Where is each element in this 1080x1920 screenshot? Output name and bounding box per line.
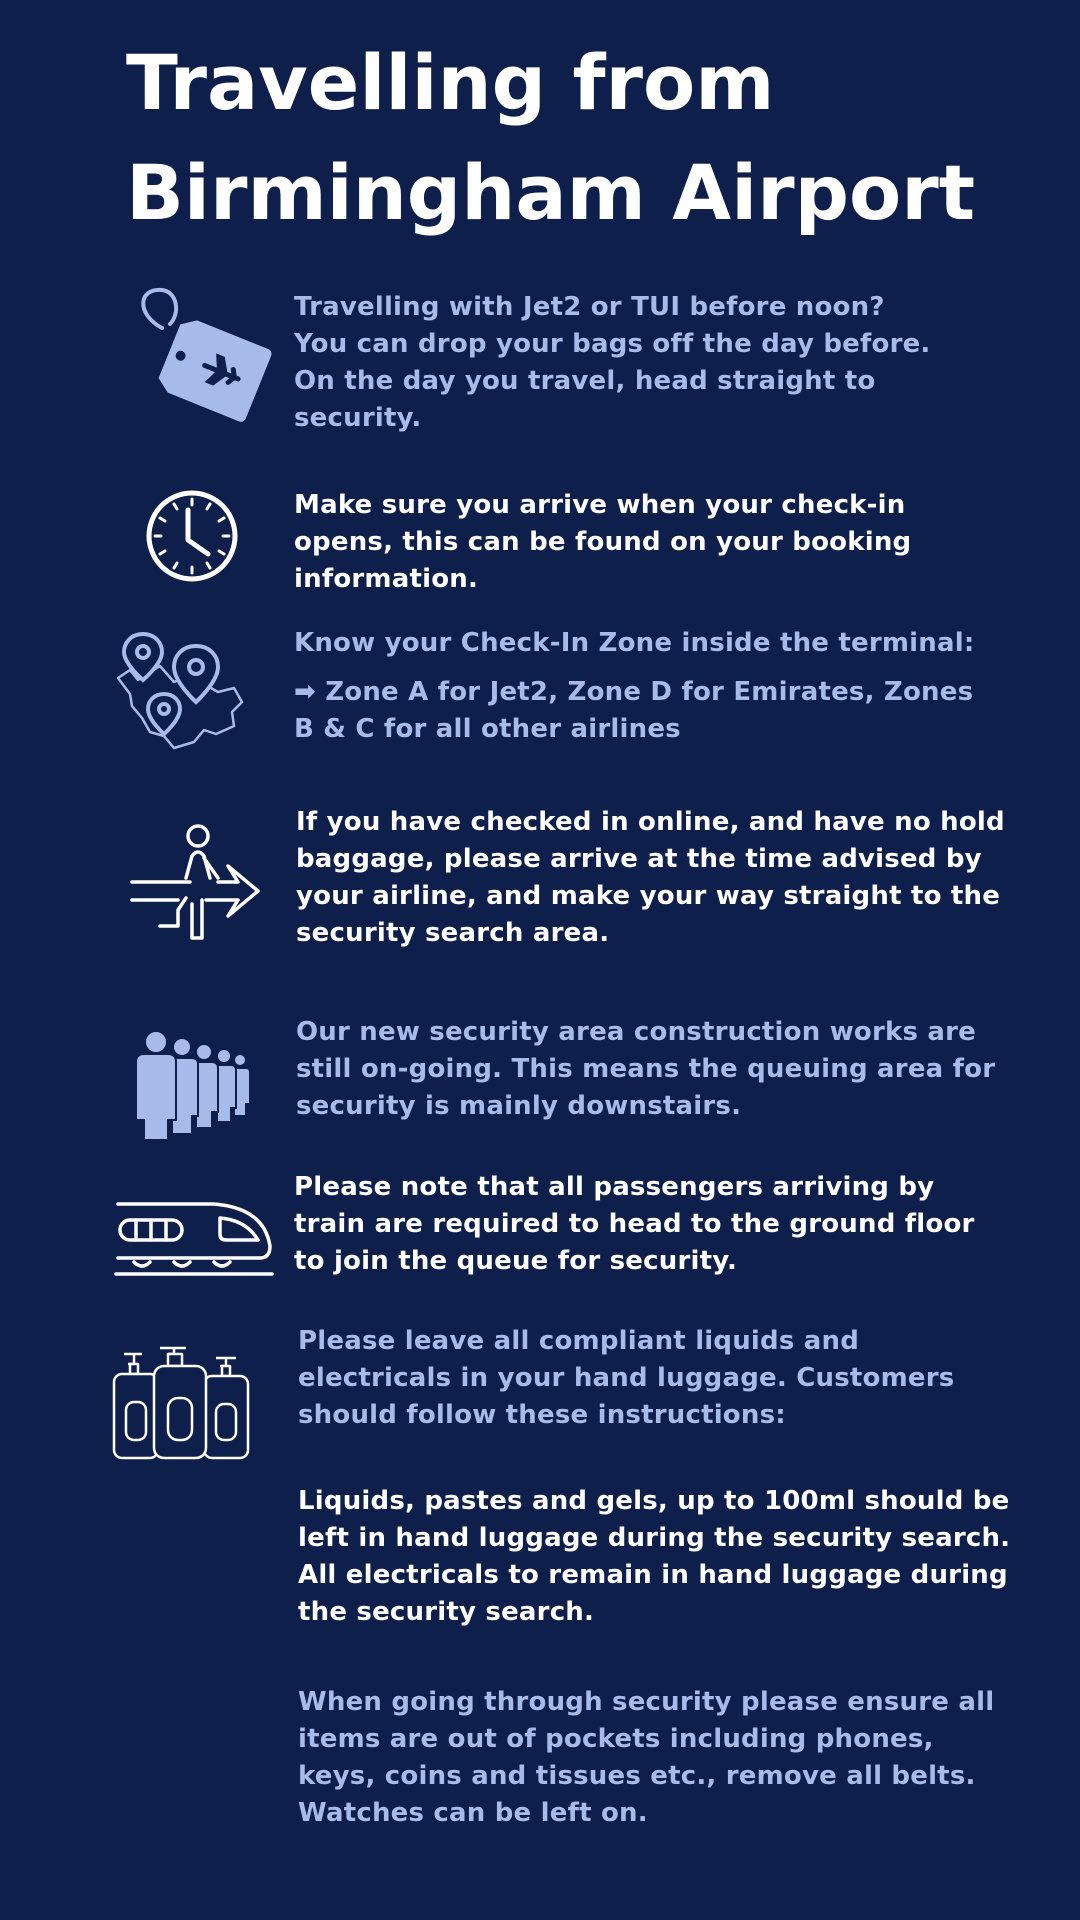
liquids-rule-text (298, 1483, 1010, 1631)
pockets-rule-text (298, 1684, 994, 1832)
item-liquids-electricals-text (298, 1323, 954, 1434)
clock-icon (144, 488, 240, 584)
item-line: items are out of pockets including phones, (298, 1724, 934, 1754)
item-line: opens, this can be found on your booking (294, 527, 912, 557)
item-line: Make sure you arrive when your check-in (294, 490, 906, 520)
item-train-passengers-text (294, 1169, 975, 1280)
item-line: train are required to head to the ground floor (294, 1209, 975, 1239)
item-line: Liquids, pastes and gels, up to 100ml should be (298, 1486, 1010, 1516)
item-line: Our new security area construction works are (296, 1017, 977, 1047)
item-line: If you have checked in online, and have no hold (296, 807, 1005, 837)
luggage-tag-icon (128, 286, 268, 416)
item-line: information. (294, 564, 479, 594)
item-line: You can drop your bags off the day before. (294, 329, 931, 359)
page-title (126, 28, 1046, 248)
item-check-in-text (294, 487, 911, 598)
item-online-check-in-text (296, 804, 1005, 952)
item-line: the security search. (298, 1597, 595, 1627)
item-bag-drop-text (294, 289, 931, 437)
item-line: Please leave all compliant liquids and (298, 1326, 860, 1356)
item-line: ➡ Zone A for Jet2, Zone D for Emirates, Zones (294, 677, 974, 707)
item-line: electricals in your hand luggage. Customers (298, 1363, 955, 1393)
item-line: security. (294, 403, 422, 433)
item-line: B & C for all other airlines (294, 714, 681, 744)
item-check-in-zone-text (294, 625, 974, 748)
page-title-line-2: Birmingham Airport (126, 148, 976, 237)
item-line: to join the queue for security. (294, 1246, 738, 1276)
item-line: still on-going. This means the queuing area for (296, 1054, 996, 1084)
map-pins-icon (108, 632, 248, 756)
page-title-line-1: Travelling from (126, 38, 775, 127)
item-line: keys, coins and tissues etc., remove all belts. (298, 1761, 976, 1791)
item-line: Know your Check-In Zone inside the terminal: (294, 628, 975, 658)
liquid-bottles-icon (112, 1346, 248, 1460)
item-line: Please note that all passengers arriving by (294, 1172, 935, 1202)
item-line: left in hand luggage during the security search. (298, 1523, 1011, 1553)
item-construction-works-text (296, 1014, 995, 1125)
item-line: When going through security please ensure all (298, 1687, 995, 1717)
item-line: your airline, and make your way straight to the (296, 881, 1001, 911)
item-line: On the day you travel, head straight to (294, 366, 876, 396)
item-line: Watches can be left on. (298, 1798, 648, 1828)
queue-people-icon (124, 1030, 260, 1142)
walking-person-arrow-icon (132, 822, 262, 942)
item-line: Travelling with Jet2 or TUI before noon? (294, 292, 885, 322)
train-icon (114, 1196, 274, 1282)
item-line: baggage, please arrive at the time advised by (296, 844, 982, 874)
item-line: security search area. (296, 918, 610, 948)
item-line: security is mainly downstairs. (296, 1091, 742, 1121)
item-line: All electricals to remain in hand luggage during (298, 1560, 1008, 1590)
item-line: should follow these instructions: (298, 1400, 786, 1430)
